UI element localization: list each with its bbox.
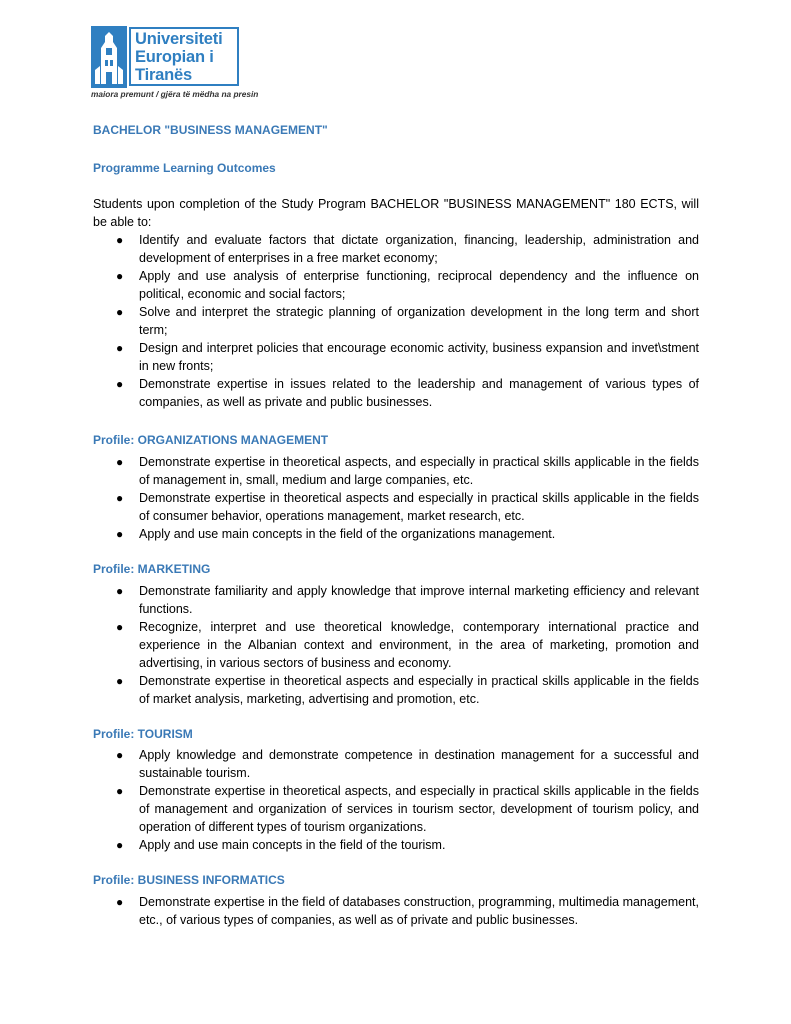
bullet-icon: ● [116, 620, 124, 634]
list-item-text: Demonstrate expertise in theoretical aspects, and especially in practical skills applicable in the fields of management in, small, medium and large companies, etc. [139, 455, 699, 487]
document-title: BACHELOR "BUSINESS MANAGEMENT" [93, 123, 328, 137]
outcomes-heading: Programme Learning Outcomes [93, 161, 276, 175]
profile-name: BUSINESS INFORMATICS [137, 873, 285, 887]
list-item [93, 489, 699, 525]
list-item [93, 375, 699, 411]
list-item-text: Recognize, interpret and use theoretical knowledge, contemporary international practice and experience in the Albanian context and environment, in the area of marketing, promotion and advertising, in various sectors of business and economy. [139, 620, 699, 670]
list-item-text: Apply and use analysis of enterprise functioning, reciprocal dependency and the influence on political, economic and social factors; [139, 269, 699, 301]
logo-line: Tiranës [135, 66, 192, 84]
list-item [93, 453, 699, 489]
list-item [93, 672, 699, 708]
logo-line: Europian i [135, 48, 214, 66]
list-item-text: Demonstrate expertise in theoretical aspects and especially in practical skills applicable in the fields of market analysis, marketing, advertising and promotion, etc. [139, 674, 699, 706]
bullet-icon: ● [116, 838, 124, 852]
bullet-icon: ● [116, 377, 124, 391]
list-item-text: Demonstrate familiarity and apply knowledge that improve internal marketing efficiency and relevant functions. [139, 584, 699, 616]
bullet-icon: ● [116, 233, 124, 247]
profile-name: TOURISM [137, 727, 193, 741]
profile-outcomes-list [93, 893, 699, 929]
list-item-text: Design and interpret policies that encourage economic activity, business expansion and invet\stment in new fronts; [139, 341, 699, 373]
bullet-icon: ● [116, 527, 124, 541]
logo-tagline: maiora premunt / gjëra të mëdha na presin [91, 89, 259, 99]
profile-name: MARKETING [137, 562, 211, 576]
list-item-text: Identify and evaluate factors that dictate organization, financing, leadership, administration and development of enterprises in a free market economy; [139, 233, 699, 265]
list-item-text: Apply knowledge and demonstrate competence in destination management for a successful and sustainable tourism. [139, 748, 699, 780]
profile-heading-tourism [93, 727, 193, 741]
list-item [93, 267, 699, 303]
profile-prefix: Profile: [93, 727, 138, 741]
list-item [93, 231, 699, 267]
bullet-icon: ● [116, 748, 124, 762]
general-outcomes-list [93, 231, 699, 411]
profile-prefix: Profile: [93, 433, 138, 447]
profile-outcomes-list [93, 746, 699, 854]
list-item [93, 618, 699, 672]
list-item-text: Demonstrate expertise in theoretical aspects, and especially in practical skills applicable in the fields of management and organization of services in tourism sector, development of tourism policy, and operation of different types of tourism organizations. [139, 784, 699, 834]
list-item-text: Solve and interpret the strategic planning of organization development in the long term and short term; [139, 305, 699, 337]
profile-heading-business-informatics [93, 873, 285, 887]
list-item-text: Demonstrate expertise in the field of databases construction, programming, multimedia management, etc., of various types of companies, as well as of private and public businesses. [139, 895, 700, 927]
intro-paragraph: Students upon completion of the Study Program BACHELOR "BUSINESS MANAGEMENT" 180 ECTS, will be able to: [93, 197, 699, 229]
list-item [93, 746, 699, 782]
bullet-icon: ● [116, 491, 124, 505]
list-item [93, 782, 699, 836]
bullet-icon: ● [116, 269, 124, 283]
bullet-icon: ● [116, 895, 124, 909]
profile-name: ORGANIZATIONS MANAGEMENT [137, 433, 329, 447]
bullet-icon: ● [116, 455, 124, 469]
bullet-icon: ● [116, 584, 124, 598]
profile-prefix: Profile: [93, 562, 138, 576]
list-item-text: Apply and use main concepts in the field of the organizations management. [139, 527, 556, 541]
list-item [93, 525, 699, 543]
list-item-text: Demonstrate expertise in theoretical aspects and especially in practical skills applicable in the fields of consumer behavior, operations management, market research, etc. [139, 491, 699, 523]
university-logo [91, 26, 259, 102]
list-item [93, 893, 699, 929]
profile-heading-organizations-management [93, 433, 328, 447]
profile-heading-marketing [93, 562, 210, 576]
list-item [93, 836, 699, 854]
list-item-text: Demonstrate expertise in issues related to the leadership and management of various types of companies, as well as private and public businesses. [139, 377, 699, 409]
profile-prefix: Profile: [93, 873, 138, 887]
bullet-icon: ● [116, 341, 124, 355]
logo-line: Universiteti [135, 30, 223, 48]
tower-emblem-icon [91, 26, 127, 88]
bullet-icon: ● [116, 674, 124, 688]
logo-wordmark [129, 27, 239, 86]
list-item-text: Apply and use main concepts in the field of the tourism. [139, 838, 446, 852]
bullet-icon: ● [116, 784, 124, 798]
bullet-icon: ● [116, 305, 124, 319]
list-item [93, 303, 699, 339]
profile-outcomes-list [93, 453, 699, 543]
list-item [93, 339, 699, 375]
list-item [93, 582, 699, 618]
profile-outcomes-list [93, 582, 699, 708]
